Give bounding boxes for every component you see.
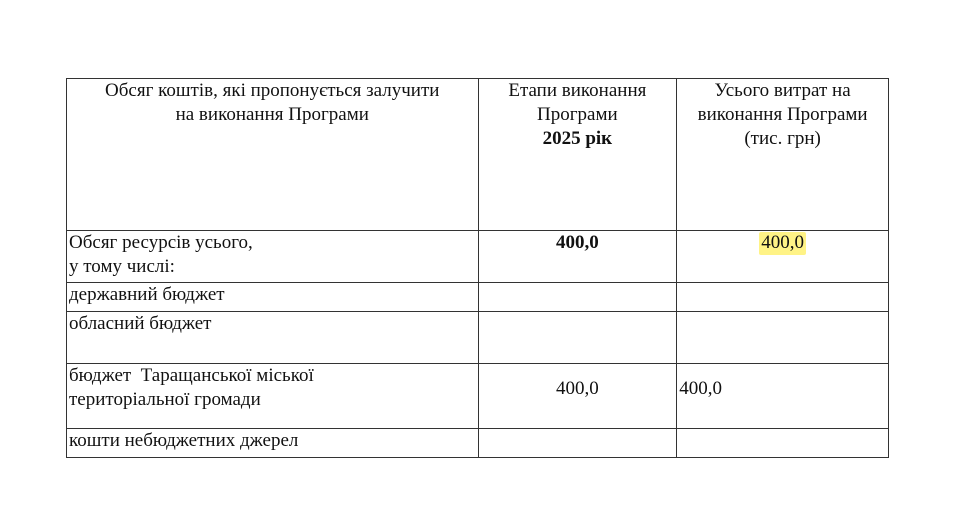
header-col3-line-3: (тис. грн) <box>744 128 821 149</box>
cell-total: 400,0 <box>677 364 889 429</box>
row-label <box>67 231 479 283</box>
row-label: кошти небюджетних джерел <box>67 429 479 458</box>
row-label-line-1: бюджет Таращанської міської <box>69 365 314 386</box>
table-row-non-budget-sources <box>67 429 889 458</box>
cell-stage-2025 <box>478 312 677 364</box>
header-total-costs <box>677 79 889 231</box>
cell-stage-2025 <box>478 283 677 312</box>
header-col1-line-2: на виконання Програми <box>175 104 369 125</box>
cell-stage-2025: 400,0 <box>478 231 677 283</box>
header-col1-line-1: Обсяг коштів, які пропонується залучити <box>105 80 440 101</box>
row-label-line-2: територіальної громади <box>69 389 261 410</box>
row-label-line-2: у тому числі: <box>69 256 175 277</box>
table-row-oblast-budget <box>67 312 889 364</box>
cell-stage-2025: 400,0 <box>478 364 677 429</box>
header-col3-line-2: виконання Програми <box>697 104 868 125</box>
table-row-local-budget <box>67 364 889 429</box>
table-row-state-budget <box>67 283 889 312</box>
header-col3-line-1: Усього витрат на <box>714 80 851 101</box>
header-col2-line-1: Етапи виконання <box>508 80 647 101</box>
header-col2-year: 2025 рік <box>542 128 613 149</box>
cell-total <box>677 283 889 312</box>
program-funding-table <box>66 78 889 458</box>
row-label <box>67 364 479 429</box>
header-funding-volume <box>67 79 479 231</box>
highlighted-total-value: 400,0 <box>761 232 804 253</box>
row-label: державний бюджет <box>67 283 479 312</box>
cell-total <box>677 429 889 458</box>
row-label-line-1: Обсяг ресурсів усього, <box>69 232 253 253</box>
table-header-row <box>67 79 889 231</box>
header-stages <box>478 79 677 231</box>
cell-total <box>677 312 889 364</box>
header-col2-line-2: Програми <box>537 104 618 125</box>
row-label: обласний бюджет <box>67 312 479 364</box>
table-row-total-resources <box>67 231 889 283</box>
cell-stage-2025 <box>478 429 677 458</box>
cell-total <box>677 231 889 283</box>
